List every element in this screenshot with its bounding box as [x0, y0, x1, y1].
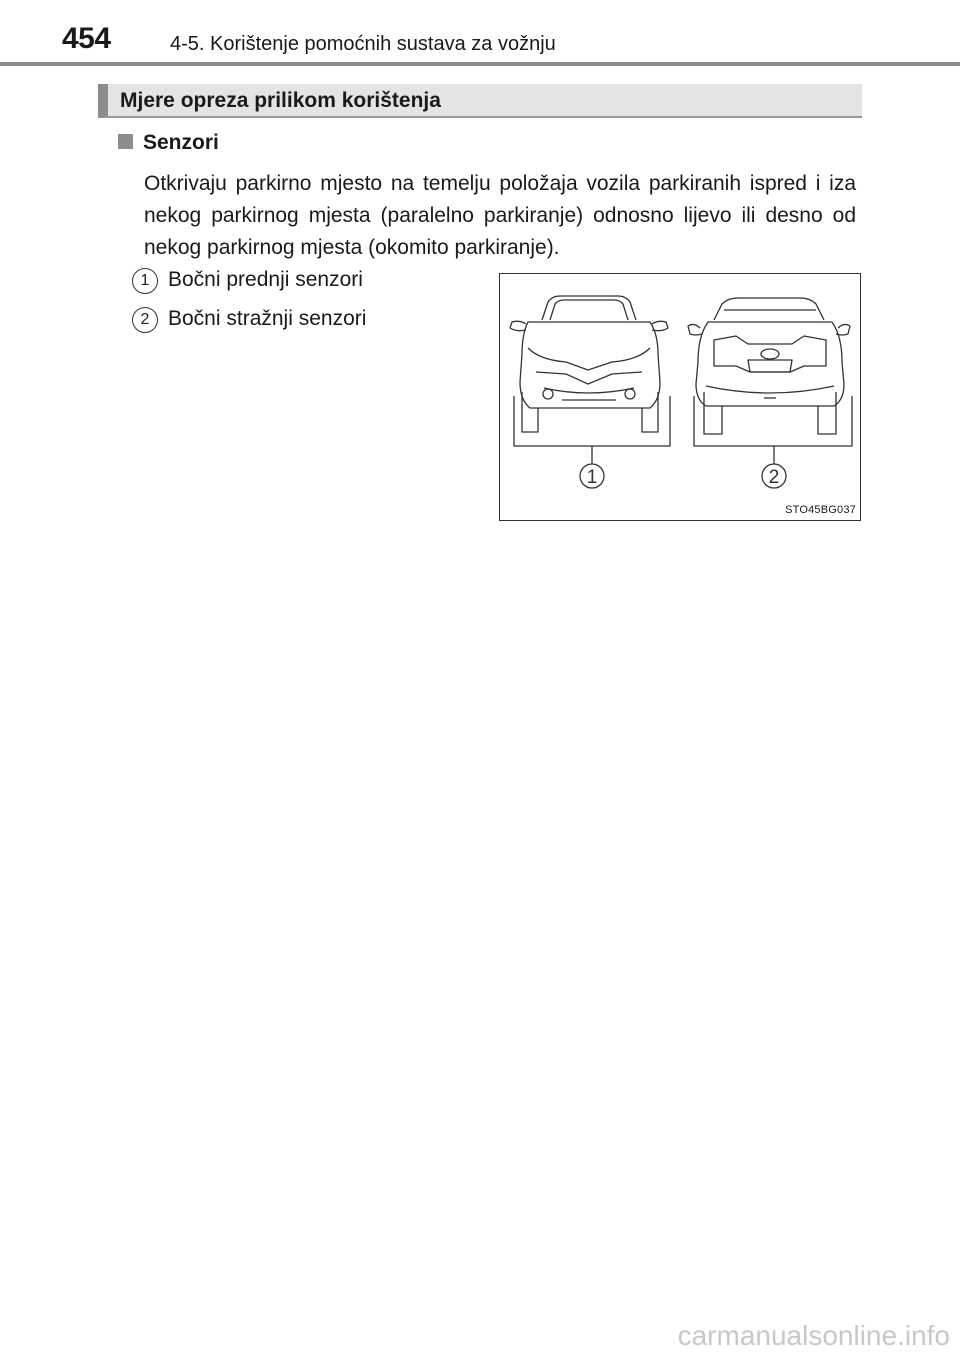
- sensors-heading-text: Senzori: [143, 131, 219, 154]
- callout-number-icon: 2: [132, 307, 158, 333]
- square-bullet-icon: [118, 134, 133, 149]
- legend-item-front-sensors: [132, 268, 363, 294]
- page-number: 454: [62, 22, 111, 55]
- page-header: [0, 0, 960, 66]
- callout-1-label: 1: [586, 467, 598, 488]
- legend-label: Bočni stražnji senzori: [168, 307, 367, 330]
- rear-car-icon: [688, 298, 852, 446]
- section-title: Mjere opreza prilikom korištenja: [120, 89, 441, 112]
- watermark: carmanualsonline.info: [677, 1320, 950, 1351]
- callout-2-label: 2: [768, 467, 780, 488]
- legend-label: Bočni prednji senzori: [168, 268, 363, 291]
- legend-item-rear-sensors: [132, 307, 366, 333]
- figure-code: STO45BG037: [785, 504, 856, 516]
- header-divider: [0, 62, 960, 66]
- sensors-description: Otkrivaju parkirno mjesto na temelju položaja vozila parkiranih ispred i iza nekog parkirnog mjesta (paralelno parkiranje) odnosno lijevo ili desno od nekog parkirnog mjesta (okomito parkiranje).: [144, 172, 856, 259]
- car-sensors-diagram: [500, 274, 860, 520]
- sensor-location-illustration: [499, 273, 861, 521]
- callout-number-icon: 1: [132, 268, 158, 294]
- sensors-heading: [118, 131, 219, 155]
- front-car-icon: [510, 296, 670, 446]
- section-heading-bar: [98, 84, 862, 118]
- chapter-title: 4-5. Korištenje pomoćnih sustava za vožnju: [170, 33, 556, 55]
